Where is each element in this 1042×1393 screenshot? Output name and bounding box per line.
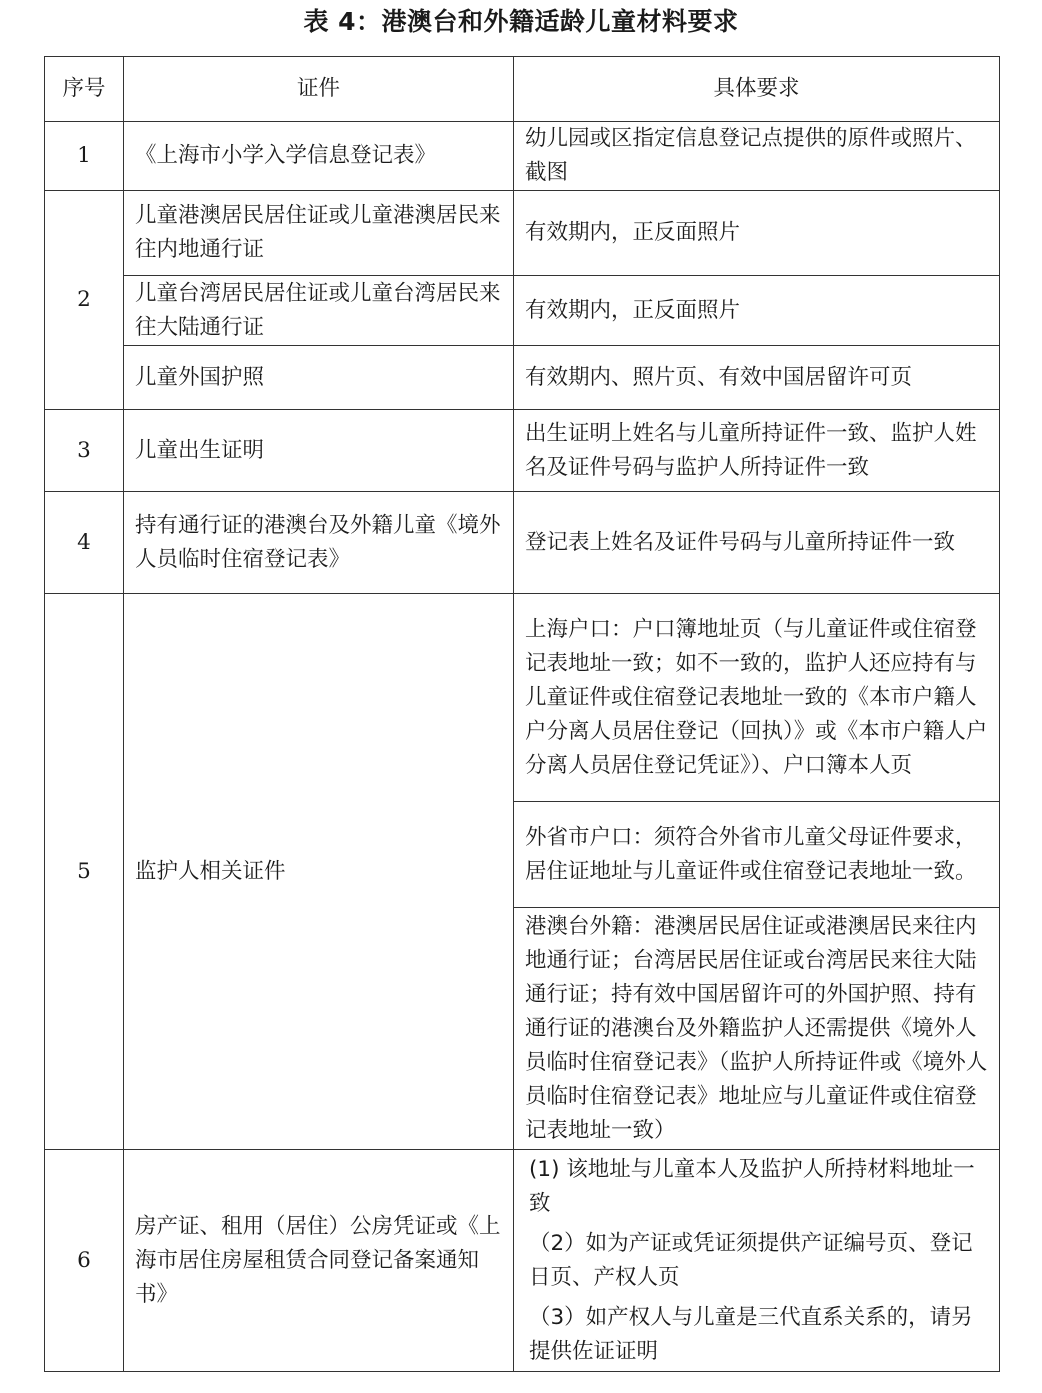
table-row bbox=[45, 191, 1000, 276]
document-cell: 监护人相关证件 bbox=[124, 594, 514, 1150]
requirement-cell: 登记表上姓名及证件号码与儿童所持证件一致 bbox=[514, 492, 1000, 594]
requirement-cell: 外省市户口：须符合外省市儿童父母证件要求，居住证地址与儿童证件或住宿登记表地址一致。 bbox=[514, 802, 1000, 908]
row-number: 2 bbox=[45, 191, 124, 410]
row-number: 4 bbox=[45, 492, 124, 594]
document-cell: 持有通行证的港澳台及外籍儿童《境外人员临时住宿登记表》 bbox=[124, 492, 514, 594]
requirement-item: （3）如产权人与儿童是三代直系关系的，请另提供佐证证明 bbox=[529, 1304, 973, 1364]
requirement-cell: 出生证明上姓名与儿童所持证件一致、监护人姓名及证件号码与监护人所持证件一致 bbox=[514, 410, 1000, 492]
requirement-cell: 有效期内，正反面照片 bbox=[514, 191, 1000, 276]
requirement-item: （2）如为产证或凭证须提供产证编号页、登记日页、产权人页 bbox=[529, 1230, 973, 1290]
row-number: 5 bbox=[45, 594, 124, 1150]
table-row bbox=[45, 276, 1000, 346]
document-cell: 《上海市小学入学信息登记表》 bbox=[124, 122, 514, 191]
table-title: 表 4：港澳台和外籍适龄儿童材料要求 bbox=[303, 7, 739, 36]
document-cell: 儿童台湾居民居住证或儿童台湾居民来往大陆通行证 bbox=[124, 276, 514, 346]
requirement-cell: 上海户口：户口簿地址页（与儿童证件或住宿登记表地址一致；如不一致的，监护人还应持有与儿童证件或住宿登记表地址一致的《本市户籍人户分离人员居住登记（回执）》或《本市户籍人户分离人员居住登记凭证》）、户口簿本人页 bbox=[514, 594, 1000, 802]
header-document: 证件 bbox=[124, 57, 514, 122]
table-row bbox=[45, 410, 1000, 492]
requirement-item: (1) 该地址与儿童本人及监护人所持材料地址一致 bbox=[529, 1156, 975, 1216]
row-number: 1 bbox=[45, 122, 124, 191]
row-number: 3 bbox=[45, 410, 124, 492]
table-row bbox=[45, 594, 1000, 802]
header-requirement: 具体要求 bbox=[514, 57, 1000, 122]
requirement-cell bbox=[514, 1150, 1000, 1372]
table-row bbox=[45, 122, 1000, 191]
header-num: 序号 bbox=[45, 57, 124, 122]
document-cell: 儿童出生证明 bbox=[124, 410, 514, 492]
document-cell: 房产证、租用（居住）公房凭证或《上海市居住房屋租赁合同登记备案通知书》 bbox=[124, 1150, 514, 1372]
requirement-cell: 幼儿园或区指定信息登记点提供的原件或照片、截图 bbox=[514, 122, 1000, 191]
table-row bbox=[45, 346, 1000, 410]
requirements-table bbox=[44, 56, 1000, 1372]
document-cell: 儿童外国护照 bbox=[124, 346, 514, 410]
table-header-row bbox=[45, 57, 1000, 122]
table-row bbox=[45, 1150, 1000, 1372]
row-number: 6 bbox=[45, 1150, 124, 1372]
table-row bbox=[45, 492, 1000, 594]
requirement-cell: 有效期内，正反面照片 bbox=[514, 276, 1000, 346]
requirement-cell: 港澳台外籍：港澳居民居住证或港澳居民来往内地通行证；台湾居民居住证或台湾居民来往大陆通行证；持有效中国居留许可的外国护照、持有通行证的港澳台及外籍监护人还需提供《境外人员临时住宿登记表》（监护人所持证件或《境外人员临时住宿登记表》地址应与儿童证件或住宿登记表地址一致） bbox=[514, 908, 1000, 1150]
requirement-cell: 有效期内、照片页、有效中国居留许可页 bbox=[514, 346, 1000, 410]
document-cell: 儿童港澳居民居住证或儿童港澳居民来往内地通行证 bbox=[124, 191, 514, 276]
